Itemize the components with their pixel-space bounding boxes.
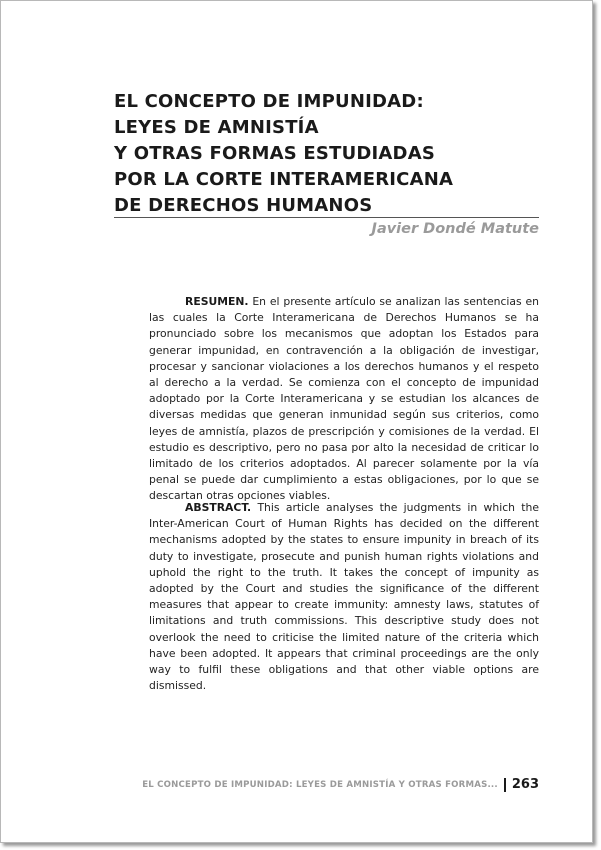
page-footer — [142, 777, 539, 792]
title-line-2: LEYES DE AMNISTÍA — [114, 117, 319, 138]
abstract-label: ABSTRACT. — [185, 501, 252, 514]
resumen-text: En el presente artículo se analizan las sentencias en las cuales la Corte Interamericana de Derechos Humanos se ha pronunciado sobre los mecanismos que adoptan los Estados para generar impunidad, en contravención a la obligación de investigar, procesar y sancionar violaciones a los derechos humanos y el respeto al derecho a la verdad. Se comienza con el concepto de impunidad adoptado por la Corte Interamericana y se estudian los alcances de diversas medidas que generan inmunidad según sus criterios, como leyes de amnistía, plazos de prescripción y comisiones de la verdad. El estudio es descriptivo, pero no pasa por alto la necesidad de criticar lo limitado de los criterios adoptados. Al parecer solamente por la vía penal se puede dar cumplimiento a estas obligaciones, por lo que se descartan otras opciones viables. — [149, 295, 539, 503]
title-divider — [114, 217, 539, 218]
resumen-paragraph — [149, 294, 539, 505]
author-name: Javier Dondé Matute — [371, 221, 539, 237]
page-number: 263 — [511, 777, 539, 792]
footer-separator — [504, 778, 506, 792]
title-line-4: POR LA CORTE INTERAMERICANA — [114, 169, 454, 190]
article-title — [114, 89, 534, 219]
running-title: EL CONCEPTO DE IMPUNIDAD: LEYES DE AMNISTÍA Y OTRAS FORMAS... — [142, 779, 498, 790]
title-line-3: Y OTRAS FORMAS ESTUDIADAS — [114, 143, 435, 164]
title-line-5: DE DERECHOS HUMANOS — [114, 195, 373, 216]
resumen-label: RESUMEN. — [185, 295, 249, 308]
title-line-1: EL CONCEPTO DE IMPUNIDAD: — [114, 91, 424, 112]
abstract-text: This article analyses the judgments in which the Inter-American Court of Human Rights has decided on the different mechanisms adopted by the states to ensure impunity in breach of its duty to investigate, prosecute and punish human rights violations and uphold the right to the truth. It takes the concept of impunity as adopted by the Court and studies the significance of the different measures that appear to create immunity: amnesty laws, statutes of limitations and truth commissions. This descriptive study does not overlook the need to criticise the limited nature of the criteria which have been adopted. It appears that criminal proceedings are the only way to fulfil these obligations and that other viable options are dismissed. — [149, 501, 539, 693]
abstract-paragraph — [149, 500, 539, 694]
